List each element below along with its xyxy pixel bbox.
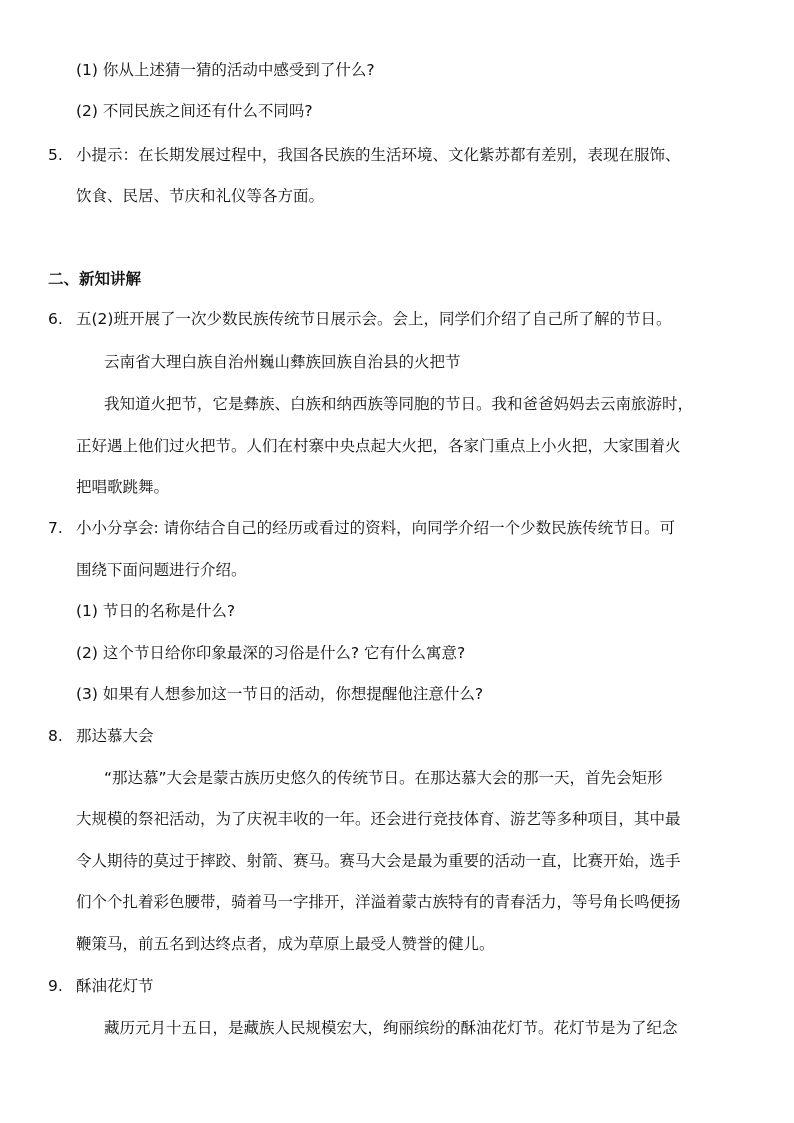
question-sub-2: (2) 不同民族之间还有什么不同吗? (76, 102, 313, 120)
item6-paragraph-line-1: 我知道火把节，它是彝族、白族和纳西族等同胞的节日。我和爸爸妈妈去云南旅游时， (104, 395, 694, 413)
item-number-7: 7. (48, 519, 63, 537)
item6-paragraph-line-3: 把唱歌跳舞。 (76, 478, 170, 496)
section-heading: 二、新知讲解 (48, 270, 142, 288)
item7-sub-3: (3) 如果有人想参加这一节日的活动，你想提醒他注意什么? (76, 685, 484, 703)
item7-line-2: 围绕下面问题进行介绍。 (76, 561, 247, 579)
item-number-5: 5. (48, 146, 63, 164)
item7-line-1: 小小分享会: 请你结合自己的经历或看过的资料，向同学介绍一个少数民族传统节日。可 (76, 519, 676, 537)
item-number-9: 9. (48, 977, 63, 995)
item9-paragraph-line-1: 藏历元月十五日，是藏族人民规模宏大，绚丽缤纷的酥油花灯节。花灯节是为了纪念 (104, 1019, 678, 1037)
item8-paragraph-line-5: 鞭策马，前五名到达终点者，成为草原上最受人赞誉的健儿。 (76, 935, 495, 953)
item5-line-1: 小提示：在长期发展过程中，我国各民族的生活环境、文化紫苏都有差别，表现在服饰、 (76, 146, 681, 164)
item6-paragraph-line-2: 正好遇上他们过火把节。人们在村寨中央点起大火把，各家门重点上小火把，大家围着火 (76, 437, 681, 455)
item-number-8: 8. (48, 727, 63, 745)
item6-line-1: 五(2)班开展了一次少数民族传统节日展示会。会上，同学们介绍了自己所了解的节日。 (76, 310, 672, 328)
item8-title: 那达慕大会 (76, 727, 154, 745)
item8-paragraph-line-2: 大规模的祭祀活动，为了庆祝丰收的一年。还会进行竞技体育、游艺等多种项目，其中最 (76, 810, 681, 828)
item7-sub-1: (1) 节日的名称是什么? (76, 602, 236, 620)
item6-subtitle: 云南省大理白族自治州巍山彝族回族自治县的火把节 (104, 353, 461, 371)
item7-sub-2: (2) 这个节日给你印象最深的习俗是什么? 它有什么寓意? (76, 644, 466, 662)
item9-title: 酥油花灯节 (76, 977, 154, 995)
item5-line-2: 饮食、民居、节庆和礼仪等各方面。 (76, 187, 325, 205)
item8-paragraph-line-1: “那达慕”大会是蒙古族历史悠久的传统节日。在那达慕大会的那一天，首先会矩形 (104, 769, 663, 787)
question-sub-1: (1) 你从上述猜一猜的活动中感受到了什么? (76, 61, 375, 79)
item-number-6: 6. (48, 310, 63, 328)
item8-paragraph-line-3: 令人期待的莫过于摔跤、射箭、赛马。赛马大会是最为重要的活动一直，比赛开始，选手 (76, 852, 681, 870)
item8-paragraph-line-4: 们个个扎着彩色腰带，骑着马一字排开，洋溢着蒙古族特有的青春活力，等号角长鸣便扬 (76, 893, 681, 911)
